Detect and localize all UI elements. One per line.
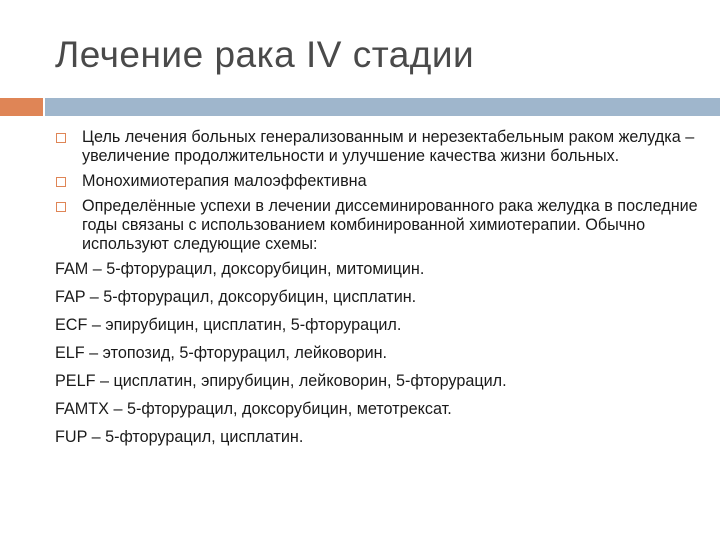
scheme-line: PELF – цисплатин, эпирубицин, лейковорин, 5-фторурацил.: [55, 372, 507, 390]
square-bullet-icon: [56, 133, 66, 143]
bullet-item: [55, 172, 705, 191]
bullet-text: Монохимиотерапия малоэффективна: [82, 172, 367, 190]
bullet-item: [55, 197, 705, 254]
bullet-item: [55, 128, 705, 166]
slide-content: [55, 128, 705, 447]
slide-title: Лечение рака IV стадии: [55, 34, 475, 75]
accent-blue-bar: [45, 98, 720, 116]
square-bullet-icon: [56, 202, 66, 212]
scheme-line: ECF – эпирубицин, цисплатин, 5-фторурацил.: [55, 316, 402, 334]
scheme-list: [55, 260, 705, 447]
square-bullet-icon: [56, 177, 66, 187]
scheme-line: FAMTX – 5-фторурацил, доксорубицин, метотрексат.: [55, 400, 452, 418]
bullet-text: Цель лечения больных генерализованным и нерезектабельным раком желудка – увеличение продолжительности и улучшение качества жизни больных.: [82, 128, 695, 165]
scheme-line: FUP – 5-фторурацил, цисплатин.: [55, 428, 304, 446]
scheme-line: ELF – этопозид, 5-фторурацил, лейковорин.: [55, 344, 388, 362]
scheme-line: FAP – 5-фторурацил, доксорубицин, цисплатин.: [55, 288, 417, 306]
bullet-text: Определённые успехи в лечении диссеминированного рака желудка в последние годы связаны с использованием комбинированной химиотерапии. Обычно используют следующие схемы:: [82, 197, 698, 253]
accent-orange-block: [0, 98, 43, 116]
scheme-line: FAM – 5-фторурацил, доксорубицин, митомицин.: [55, 260, 425, 278]
